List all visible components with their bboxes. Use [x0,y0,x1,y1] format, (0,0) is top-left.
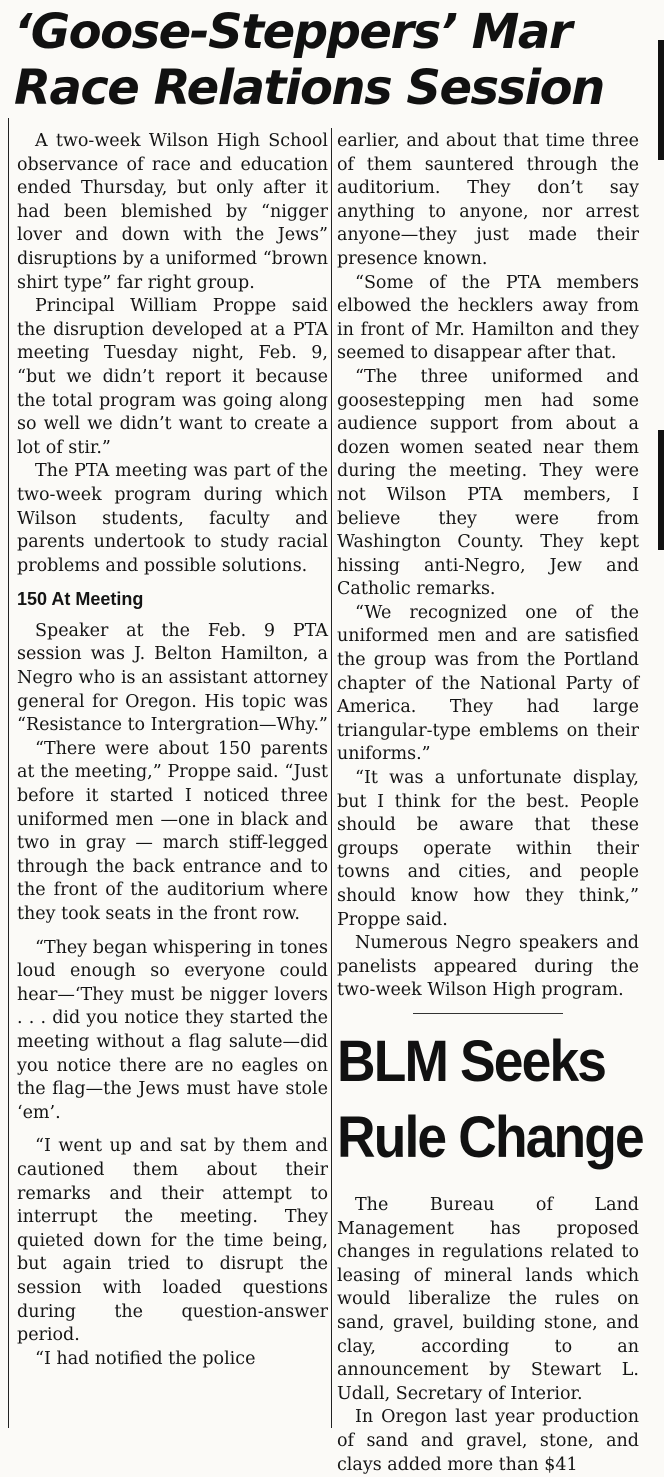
article-column-2 [337,130,643,1477]
article-paragraph: “I went up and sat by them and cautioned them about their remarks and their attempt to interrupt the meeting. They quieted down for the time being, but again tried to disrupt the session with loaded questions during the question-answer period. [17,1136,328,1346]
article-paragraph: Speaker at the Feb. 9 PTA session was J. Belton Hamilton, a Negro who is an assistant attorney general for Oregon. His topic was “Resistance to Intergration—Why.” [17,620,328,736]
headline-line-2: Race Relations Session [14,60,604,116]
article-paragraph: The Bureau of Land Management has proposed changes in regulations related to leasing of mineral lands which would liberalize the rules on sand, gravel, building stone, and clay, according to an announcement by Stewart L. Udall, Secretary of Interior. [337,1194,639,1404]
article-paragraph: Principal William Proppe said the disruption developed at a PTA meeting Tuesday night, Feb. 9, “but we didn’t report it because the total program was going along so well we didn’t want to create a lot of stir.” [17,296,328,458]
story-separator-rule [413,1013,563,1014]
article-paragraph: In Oregon last year production of sand and gravel, stone, and clays added more than $41 [337,1407,639,1475]
second-headline-line-1: BLM Seeks [337,1028,606,1094]
article-paragraph: “They began whispering in tones loud enough so everyone could hear—‘They must be nigger lovers . . . did you notice they started the meeting without a flag salute—did you notice there are no eagles on the flag—the Jews must have stole ‘em’. [17,937,328,1123]
article-paragraph: “It was a unfortunate display, but I think for the best. People should be aware that these groups operate within their towns and cities, and people should know how they think,” Proppe said. [337,768,639,930]
article-paragraph: “There were about 150 parents at the meeting,” Proppe said. “Just before it started I noticed three uniformed men —one in black and two in gray — march stiff-legged through the back entrance and to the front of the auditorium where they took seats in the front row. [17,738,328,924]
article-paragraph: “The three uniformed and goosestepping men had some audience support from about a dozen women seated near them during the meeting. They were not Wilson PTA members, I believe they were from Washington County. They kept hissing anti-Negro, Jew and Catholic remarks. [337,366,639,600]
main-headline [14,4,654,116]
column-divider-rule [331,128,332,1428]
second-story-headline [337,1024,643,1176]
article-column-1 [17,130,328,1371]
article-paragraph: earlier, and about that time three of them sauntered through the auditorium. They don’t say anything to anyone, nor arrest anyone—they just made their presence known. [337,131,639,269]
article-paragraph: “I had notified the police [35,1348,256,1369]
article-paragraph: The PTA meeting was part of the two-week program during which Wilson students, faculty and parents undertook to study racial problems and possible solutions. [17,461,328,576]
headline-line-1: ‘Goose-Steppers’ Mar [14,4,571,60]
page-edge-bar-middle [658,430,664,550]
article-subhead: 150 At Meeting [17,589,144,610]
article-paragraph: “Some of the PTA members elbowed the hecklers away from in front of Mr. Hamilton and they seemed to disappear after that. [337,272,639,364]
second-headline-line-2: Rule Change [337,1104,643,1170]
article-paragraph: A two-week Wilson High School observance of race and education ended Thursday, but only after it had been blemished by “nigger lover and down with the Jews” disruptions by a uniformed “brown shirt type” far right group. [17,131,328,293]
page-edge-bar-top [658,40,664,160]
article-paragraph: “We recognized one of the uniformed men and are satisfied the group was from the Portland chapter of the National Party of America. They had large triangular-type emblems on their uniforms.” [337,602,639,765]
left-column-rule [8,118,9,1428]
article-paragraph: Numerous Negro speakers and panelists appeared during the two-week Wilson High program. [337,933,639,1001]
